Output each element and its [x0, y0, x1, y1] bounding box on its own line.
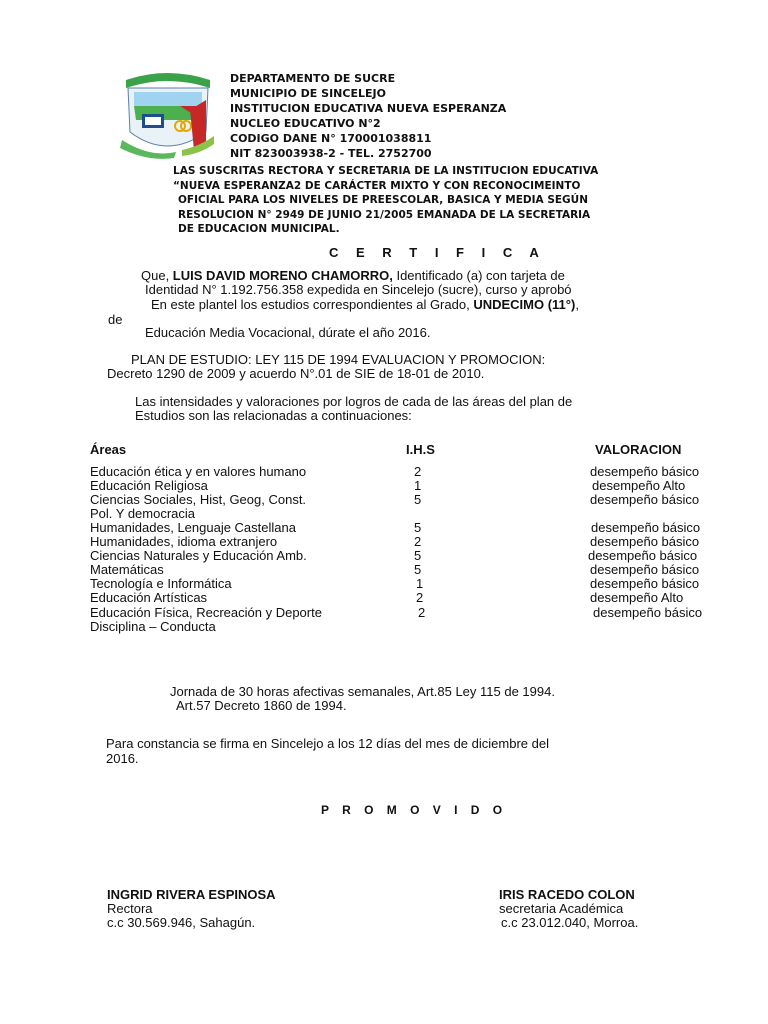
intro-line: DE EDUCACION MUNICIPAL.: [178, 223, 340, 235]
area-cell: Ciencias Naturales y Educación Amb.: [90, 548, 307, 563]
intro-line: RESOLUCION N° 2949 DE JUNIO 21/2005 EMANADA DE LA SECRETARIA: [178, 208, 591, 221]
valoracion-cell: desempeño básico: [590, 464, 700, 479]
constancia-line-1: Para constancia se firma en Sincelejo a los 12 días del mes de diciembre del: [106, 736, 549, 751]
header-line: MUNICIPIO DE SINCELEJO: [230, 87, 386, 100]
promovido-title: P R O M O V I D O: [321, 803, 508, 817]
valoracion-cell: desempeño básico: [590, 492, 700, 507]
valoracion-cell: desempeño básico: [588, 548, 698, 563]
certificate-line-1: [141, 269, 565, 283]
signer-name: IRIS RACEDO COLON: [499, 887, 635, 902]
header-areas: Áreas: [90, 442, 127, 457]
table-row: [90, 549, 730, 563]
ihs-cell: 2: [418, 605, 426, 620]
signer-name: INGRID RIVERA ESPINOSA: [107, 887, 276, 902]
valoracion-cell: desempeño básico: [593, 605, 703, 620]
intro-line: LAS SUSCRITAS RECTORA Y SECRETARIA DE LA INSTITUCION EDUCATIVA: [173, 165, 599, 177]
header-line: DEPARTAMENTO DE SUCRE: [230, 72, 396, 85]
intro-block: [173, 164, 598, 237]
signature-secretaria: [499, 888, 638, 930]
intensities-line-2: Estudios son las relacionadas a continuaciones:: [135, 408, 412, 423]
area-cell: Matemáticas: [90, 562, 164, 577]
area-cell: Educación Artísticas: [90, 590, 208, 605]
table-row: [90, 507, 730, 521]
certificate-line-4: de: [108, 312, 123, 327]
table-row: [90, 493, 730, 507]
signer-role: secretaria Académica: [499, 901, 624, 916]
area-cell: Educación Religiosa: [90, 478, 208, 493]
table-row: [90, 591, 730, 605]
school-header: [230, 71, 506, 161]
ihs-cell: 2: [416, 590, 424, 605]
header-valoracion: VALORACION: [595, 442, 682, 457]
grade-suffix: ,: [575, 297, 579, 312]
grade-prefix: En este plantel los estudios correspondientes al Grado,: [151, 297, 474, 312]
header-ihs: I.H.S: [406, 442, 435, 457]
table-header: [90, 443, 730, 457]
area-cell: Pol. Y democracia: [90, 506, 196, 521]
table-row: [90, 620, 730, 634]
jornada-line-1: Jornada de 30 horas afectivas semanales, Art.85 Ley 115 de 1994.: [170, 684, 555, 699]
certificate-line-2: Identidad N° 1.192.756.358 expedida en Sincelejo (sucre), curso y aprobó: [145, 282, 572, 297]
area-cell: Ciencias Sociales, Hist, Geog, Const.: [90, 492, 307, 507]
area-cell: Educación ética y en valores humano: [90, 464, 307, 479]
area-cell: Humanidades, idioma extranjero: [90, 534, 278, 549]
ihs-cell: 1: [416, 576, 424, 591]
constancia-line-2: 2016.: [106, 751, 139, 766]
header-line: NUCLEO EDUCATIVO N°2: [230, 117, 381, 130]
ihs-cell: 5: [414, 562, 422, 577]
valoracion-cell: desempeño Alto: [590, 590, 684, 605]
table-row: [90, 479, 730, 493]
signature-rectora: [107, 888, 276, 930]
valoracion-cell: desempeño básico: [590, 562, 700, 577]
signer-role: Rectora: [107, 901, 153, 916]
intensities-line-1: Las intensidades y valoraciones por logros de cada de las áreas del plan de: [135, 394, 573, 409]
table-row: [90, 563, 730, 577]
table-row: [90, 606, 730, 620]
header-line: INSTITUCION EDUCATIVA NUEVA ESPERANZA: [230, 102, 507, 115]
identified-text: Identificado (a) con tarjeta de: [392, 268, 565, 283]
ihs-cell: 5: [414, 520, 422, 535]
header-line: CODIGO DANE N° 170001038811: [230, 132, 432, 145]
plan-line-2: Decreto 1290 de 2009 y acuerdo N°.01 de SIE de 18-01 de 2010.: [107, 366, 485, 381]
signer-id: c.c 30.569.946, Sahagún.: [107, 915, 256, 930]
intro-line: OFICIAL PARA LOS NIVELES DE PREESCOLAR, BASICA Y MEDIA SEGÚN: [178, 194, 588, 206]
ihs-cell: 5: [414, 492, 422, 507]
valoracion-cell: desempeño básico: [590, 534, 700, 549]
area-cell: Disciplina – Conducta: [90, 619, 216, 634]
valoracion-cell: desempeño básico: [591, 520, 701, 535]
jornada-line-2: Art.57 Decreto 1860 de 1994.: [176, 698, 347, 713]
table-row: [90, 577, 730, 591]
table-row: [90, 521, 730, 535]
header-line: NIT 823003938-2 - TEL. 2752700: [230, 147, 432, 160]
table-row: [90, 465, 730, 479]
area-cell: Humanidades, Lenguaje Castellana: [90, 520, 296, 535]
certifica-title: C E R T I F I C A: [329, 245, 546, 260]
signer-id: c.c 23.012.040, Morroa.: [501, 915, 639, 930]
que-text: Que,: [141, 268, 173, 283]
table-row: [90, 535, 730, 549]
grade-value: UNDECIMO (11°): [473, 297, 576, 312]
intro-line: “NUEVA ESPERANZA2 DE CARÁCTER MIXTO Y CON RECONOCIMEINTO: [173, 179, 581, 192]
ihs-cell: 1: [414, 478, 422, 493]
valoracion-cell: desempeño básico: [590, 576, 700, 591]
certificate-line-3: [151, 298, 579, 312]
ihs-cell: 2: [414, 534, 422, 549]
area-cell: Tecnología e Informática: [90, 576, 232, 591]
certificate-line-5: Educación Media Vocacional, dúrate el año 2016.: [145, 325, 431, 340]
plan-line-1: PLAN DE ESTUDIO: LEY 115 DE 1994 EVALUACION Y PROMOCION:: [131, 352, 546, 367]
ihs-cell: 2: [414, 464, 422, 479]
area-cell: Educación Física, Recreación y Deporte: [90, 605, 322, 620]
school-crest-icon: [120, 70, 215, 162]
valoracion-cell: desempeño Alto: [592, 478, 686, 493]
student-name: LUIS DAVID MORENO CHAMORRO,: [172, 268, 393, 283]
ihs-cell: 5: [414, 548, 422, 563]
